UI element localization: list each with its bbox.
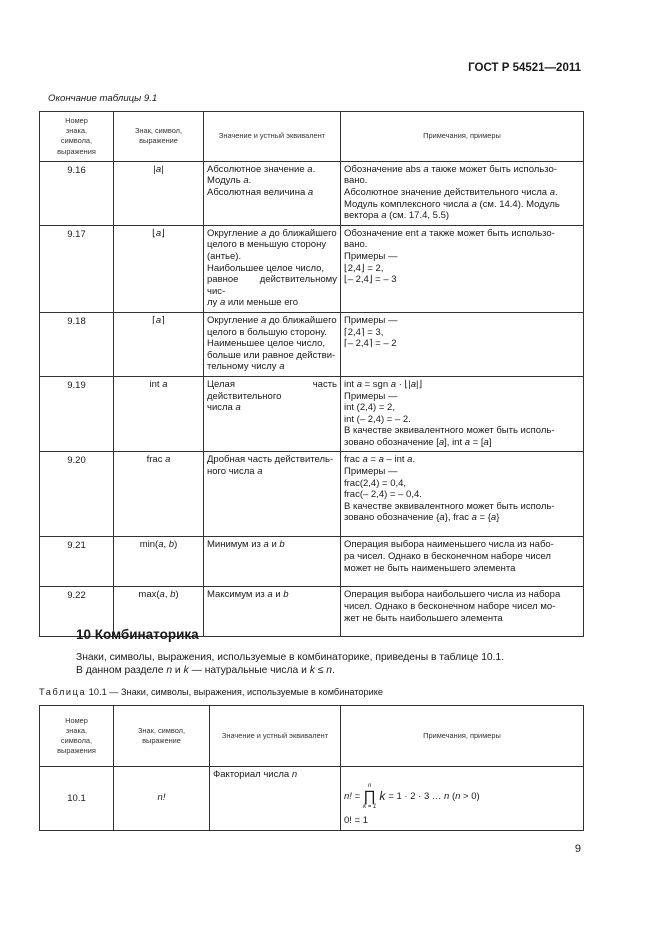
meaning-line: ного числа a	[207, 466, 263, 478]
note-line: Примеры —	[344, 390, 398, 402]
table-row	[40, 225, 584, 312]
zero-factorial: 0! = 1	[344, 815, 369, 826]
product-term: k	[379, 789, 386, 804]
meaning-line: Минимум из a и b	[207, 539, 285, 551]
note-line: int (– 2,4) = – 2.	[344, 413, 411, 425]
meaning-line: Модуль a.	[207, 175, 252, 187]
note-line: Операция выбора наибольшего числа из набора	[344, 589, 561, 601]
meaning-line: Абсолютное значение a.	[207, 163, 316, 175]
row-notes	[341, 225, 584, 312]
row-notes	[341, 587, 584, 637]
row-sign: frac a	[114, 452, 204, 537]
row-number: 9.21	[40, 537, 114, 587]
row-meaning: Факториал числа n	[210, 767, 341, 831]
note-line: жет не быть наибольшего элемента	[344, 612, 503, 624]
meaning-line: Наибольшее целое число,	[207, 262, 325, 274]
meaning-line: Наименьшее целое число,	[207, 338, 326, 350]
row-meaning	[204, 587, 341, 637]
meaning-line: целого в меньшую сторону	[207, 239, 327, 251]
meaning-line: равное действительному чис-	[207, 274, 337, 297]
note-line: ⌊– 2,4⌋ = – 3	[344, 274, 397, 286]
note-line: Обозначение ent a также может быть использо-	[344, 227, 555, 239]
row-meaning	[204, 376, 341, 452]
row-sign: |a|	[114, 161, 204, 225]
row-number: 9.16	[40, 161, 114, 225]
note-line: Обозначение abs a также может быть использо-	[344, 163, 557, 175]
table-10-1	[39, 705, 584, 831]
product-upper-limit: n	[368, 783, 372, 789]
row-number: 9.18	[40, 312, 114, 376]
note-line: ⌊2,4⌋ = 2,	[344, 262, 384, 274]
header-sign: Знак, символ, выражение	[114, 112, 204, 162]
note-line: frac a = a – int a.	[344, 454, 416, 466]
meaning-line: (антье).	[207, 250, 242, 262]
note-line: ⌈2,4⌉ = 3,	[344, 326, 384, 338]
row-meaning	[204, 225, 341, 312]
row-sign: ⌈a⌉	[114, 312, 204, 376]
row-number: 9.19	[40, 376, 114, 452]
section-10-title: 10 Комбинаторика	[76, 627, 199, 642]
header-number: Номер знака, символа, выражения	[40, 112, 114, 162]
section-10-paragraph-2: В данном разделе n и k — натуральные числа и k ≤ n.	[76, 665, 335, 676]
row-number: 9.17	[40, 225, 114, 312]
page-number: 9	[574, 843, 581, 855]
note-line: Примеры —	[344, 314, 398, 326]
formula-lhs: n! =	[344, 791, 361, 803]
table-9-1-caption: Окончание таблицы 9.1	[48, 93, 158, 104]
note-line: зовано обозначение [a], int a = [a]	[344, 436, 492, 448]
product-symbol: ∏	[363, 788, 376, 805]
section-10-paragraph-1: Знаки, символы, выражения, используемые в комбинаторике, приведены в таблице 10.1.	[76, 652, 505, 663]
note-line: ра чисел. Однако в бесконечном наборе чисел	[344, 551, 551, 563]
header-meaning: Значение и устный эквивалент	[204, 112, 341, 162]
table-row	[40, 312, 584, 376]
table-row	[40, 767, 584, 831]
row-notes	[341, 452, 584, 537]
table-10-1-caption	[39, 687, 383, 697]
meaning-line: целого в большую сторону.	[207, 326, 327, 338]
row-meaning	[204, 537, 341, 587]
note-line: ⌈– 2,4⌉ = – 2	[344, 338, 397, 350]
note-line: frac(– 2,4) = – 0,4.	[344, 489, 422, 501]
meaning-line: числа a	[207, 402, 241, 414]
row-notes	[341, 537, 584, 587]
row-sign: ⌊a⌋	[114, 225, 204, 312]
header-sign: Знак, символ, выражение	[114, 706, 210, 767]
row-number: 9.20	[40, 452, 114, 537]
table-10-1-title: 10.1 — Знаки, символы, выражения, используемые в комбинаторике	[88, 687, 383, 697]
note-line: frac(2,4) = 0,4,	[344, 477, 407, 489]
meaning-line: Максимум из a и b	[207, 589, 289, 601]
table-row	[40, 452, 584, 537]
row-meaning	[204, 452, 341, 537]
product-lower-limit: k = 1	[363, 804, 377, 810]
note-line: В качестве эквивалентного может быть исполь-	[344, 500, 555, 512]
header-notes: Примечания, примеры	[341, 706, 584, 767]
table-row	[40, 161, 584, 225]
row-number: 9.22	[40, 587, 114, 637]
standard-header: ГОСТ Р 54521—2011	[468, 62, 581, 74]
meaning-line: Округление a до ближайшего	[207, 314, 337, 326]
row-notes	[341, 312, 584, 376]
meaning-line: Абсолютная величина a	[207, 187, 314, 198]
meaning-line: тельному числу a	[207, 361, 285, 373]
note-line: вано.	[344, 175, 368, 187]
note-line: зовано обозначение {a}, frac a = {a}	[344, 512, 500, 524]
meaning-line: Дробная часть действитель-	[207, 454, 334, 466]
row-meaning	[204, 161, 341, 225]
factorial-formula	[344, 783, 580, 811]
note-line: вектора a (см. 17.4, 5.5)	[344, 210, 450, 222]
header-number: Номер знака, символа, выражения	[40, 706, 114, 767]
note-line: вано.	[344, 239, 368, 251]
meaning-line: больше или равное действи-	[207, 349, 336, 361]
meaning-line: Округление a до ближайшего	[207, 227, 337, 239]
note-line: int a = sgn a · ⌊|a|⌋	[344, 378, 423, 390]
row-sign: n!	[114, 767, 210, 831]
note-line: Примеры —	[344, 466, 398, 478]
formula-rhs: = 1 · 2 · 3 … n (n > 0)	[388, 791, 480, 803]
row-notes	[341, 376, 584, 452]
row-sign: max(a, b)	[114, 587, 204, 637]
note-line: В качестве эквивалентного может быть исполь-	[344, 425, 555, 437]
meaning-line: лу a или меньше его	[207, 297, 299, 309]
note-line: Абсолютное значение действительного числа a.	[344, 187, 558, 198]
note-line: чисел. Однако в бесконечном наборе чисел мо-	[344, 601, 556, 613]
meaning-line: Целая часть действительного	[207, 378, 337, 402]
product-operator	[363, 783, 376, 811]
note-line: int (2,4) = 2,	[344, 402, 395, 414]
row-sign: int a	[114, 376, 204, 452]
table-label: Таблица	[39, 687, 87, 697]
table-row	[40, 376, 584, 452]
table-9-1	[39, 111, 584, 637]
row-notes	[341, 161, 584, 225]
row-meaning	[204, 312, 341, 376]
row-notes	[341, 767, 584, 831]
header-meaning: Значение и устный эквивалент	[210, 706, 341, 767]
note-line: Операция выбора наименьшего числа из набо-	[344, 539, 554, 551]
header-notes: Примечания, примеры	[341, 112, 584, 162]
note-line: Примеры —	[344, 250, 398, 262]
note-line: Модуль комплексного числа a (см. 14.4). Модуль	[344, 198, 560, 210]
row-number: 10.1	[40, 767, 114, 831]
note-line: может не быть наименьшего элемента	[344, 562, 516, 574]
table-10-1-header-row	[40, 706, 584, 767]
table-9-1-header-row	[40, 112, 584, 162]
row-sign: min(a, b)	[114, 537, 204, 587]
table-row	[40, 537, 584, 587]
